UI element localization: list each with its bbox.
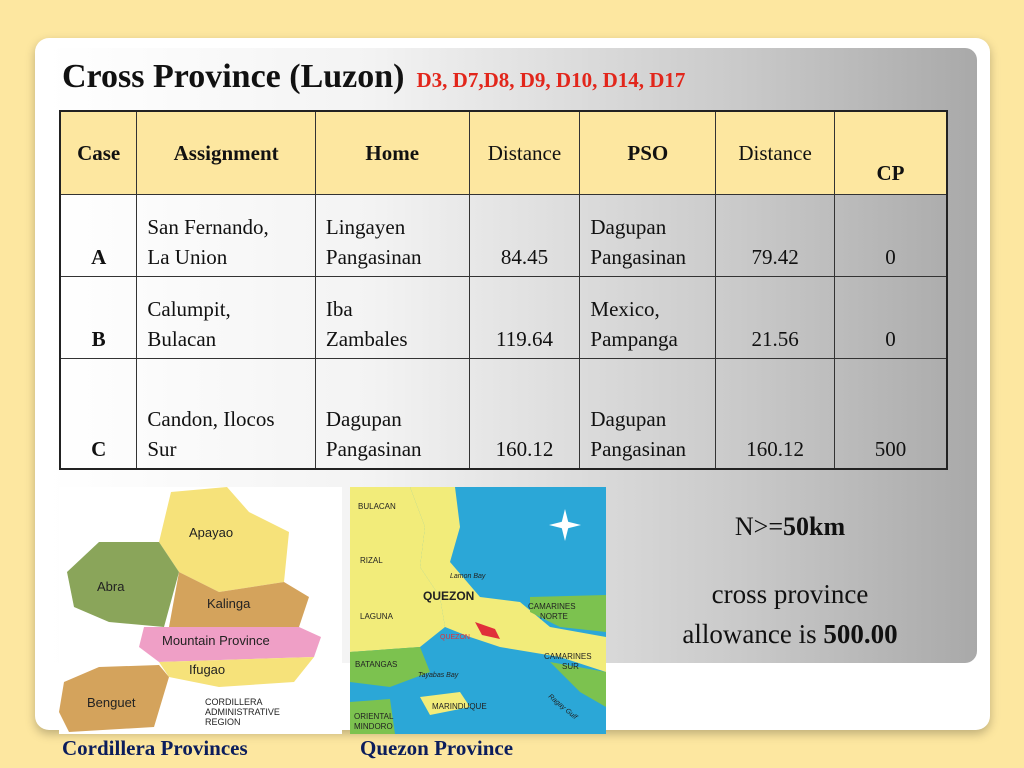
oriental-mindoro-label-2: MINDORO: [354, 722, 393, 731]
header-home: Home: [315, 111, 469, 195]
laguna-label: LAGUNA: [360, 612, 393, 621]
pso-cell: [580, 359, 716, 469]
case-cell: C: [60, 359, 137, 469]
cp-cell: 0: [834, 195, 947, 277]
pso-cell: [580, 277, 716, 359]
distance-home-cell: 84.45: [469, 195, 580, 277]
tayabas-bay-label: Tayabas Bay: [418, 672, 459, 679]
marinduque-label: MARINDUQUE: [432, 702, 487, 711]
assignment-cell: [137, 277, 316, 359]
assignment-line-1: Calumpit,: [147, 297, 231, 321]
assignment-line-1: Candon, Ilocos: [147, 406, 275, 431]
pso-line-2: Pangasinan: [590, 436, 687, 461]
distance-pso-cell: 160.12: [716, 359, 835, 469]
benguet-label: Benguet: [87, 695, 136, 710]
assignment-line-2: Sur: [147, 436, 177, 461]
ifugao-region: [159, 657, 314, 687]
rule-prefix: N>=: [734, 512, 783, 541]
header-assignment: Assignment: [137, 111, 316, 195]
allowance-amount: 500.00: [823, 619, 898, 649]
camarines-norte-label-2: NORTE: [540, 612, 568, 621]
home-cell: [315, 277, 469, 359]
table-row: [60, 359, 947, 469]
case-cell: B: [60, 277, 137, 359]
allowance-note: [650, 574, 930, 654]
camarines-sur-label-2: SUR: [562, 662, 579, 671]
quezon-small-label: QUEZON: [440, 634, 470, 641]
header-distance-home: Distance: [469, 111, 580, 195]
assignment-cell: [137, 195, 316, 277]
assignment-line-2: La Union: [147, 245, 228, 269]
cordillera-caption: Cordillera Provinces: [62, 736, 248, 760]
home-line-2: Zambales: [325, 327, 408, 351]
assignment-line-1: San Fernando,: [147, 215, 269, 239]
kalinga-label: Kalinga: [207, 596, 251, 611]
table-row: [60, 195, 947, 277]
camarines-norte-label-1: CAMARINES: [528, 602, 576, 611]
cross-province-table: [59, 110, 948, 470]
case-cell: A: [60, 195, 137, 277]
cordillera-map: [59, 487, 342, 734]
title-main: Cross Province (Luzon): [62, 58, 405, 95]
assignment-cell: [137, 359, 316, 469]
distance-home-cell: 160.12: [469, 359, 580, 469]
quezon-province-land: [410, 487, 606, 672]
mountain-province-label: Mountain Province: [162, 633, 270, 648]
home-line-1: Dagupan: [325, 406, 402, 431]
table-row: [60, 277, 947, 359]
region-label-line-1: CORDILLERA: [205, 697, 263, 707]
distance-rule: [660, 512, 920, 542]
quezon-map: [350, 487, 606, 734]
ragay-gulf-label: Ragay Gulf: [546, 693, 579, 722]
header-cp: CP: [834, 111, 947, 195]
rule-value: 50km: [782, 512, 846, 541]
compass-rose-icon: [549, 509, 581, 541]
pso-line-1: Mexico,: [590, 297, 660, 321]
pso-line-2: Pampanga: [590, 327, 678, 351]
distance-pso-cell: 79.42: [716, 195, 835, 277]
home-cell: [315, 195, 469, 277]
pso-line-2: Pangasinan: [590, 245, 687, 269]
allowance-line-1: cross province: [711, 579, 869, 609]
lamon-bay-label: Lamon Bay: [450, 573, 486, 580]
quezon-caption: Quezon Province: [360, 736, 514, 760]
assignment-line-2: Bulacan: [147, 327, 217, 351]
home-line-1: Iba: [325, 297, 353, 321]
home-cell: [315, 359, 469, 469]
home-line-1: Lingayen: [325, 215, 406, 239]
quezon-map-graphic: [350, 487, 606, 734]
region-label-line-3: REGION: [205, 717, 241, 727]
distance-home-cell: 119.64: [469, 277, 580, 359]
header-pso: PSO: [580, 111, 716, 195]
home-line-2: Pangasinan: [325, 436, 422, 461]
allowance-line-2: allowance is: [682, 619, 824, 649]
rizal-label: RIZAL: [360, 556, 383, 565]
abra-label: Abra: [97, 579, 125, 594]
bulacan-label: BULACAN: [358, 502, 396, 511]
pso-line-1: Dagupan: [590, 215, 667, 239]
cp-cell: 500: [834, 359, 947, 469]
cp-cell: 0: [834, 277, 947, 359]
distance-pso-cell: 21.56: [716, 277, 835, 359]
quezon-label: QUEZON: [423, 589, 475, 603]
pso-cell: [580, 195, 716, 277]
ifugao-label: Ifugao: [189, 662, 226, 677]
slide-title: [62, 58, 685, 96]
batangas-label: BATANGAS: [355, 660, 398, 669]
header-case: Case: [60, 111, 137, 195]
pso-line-1: Dagupan: [590, 406, 667, 431]
header-distance-pso: Distance: [716, 111, 835, 195]
apayao-label: Apayao: [189, 525, 234, 540]
cordillera-map-graphic: [59, 487, 342, 734]
home-line-2: Pangasinan: [325, 245, 422, 269]
oriental-mindoro-label-1: ORIENTAL: [354, 712, 394, 721]
table-header-row: [60, 111, 947, 195]
region-label-line-2: ADMINISTRATIVE: [205, 707, 280, 717]
title-districts: D3, D7,D8, D9, D10, D14, D17: [416, 68, 686, 92]
camarines-sur-label-1: CAMARINES: [544, 652, 592, 661]
